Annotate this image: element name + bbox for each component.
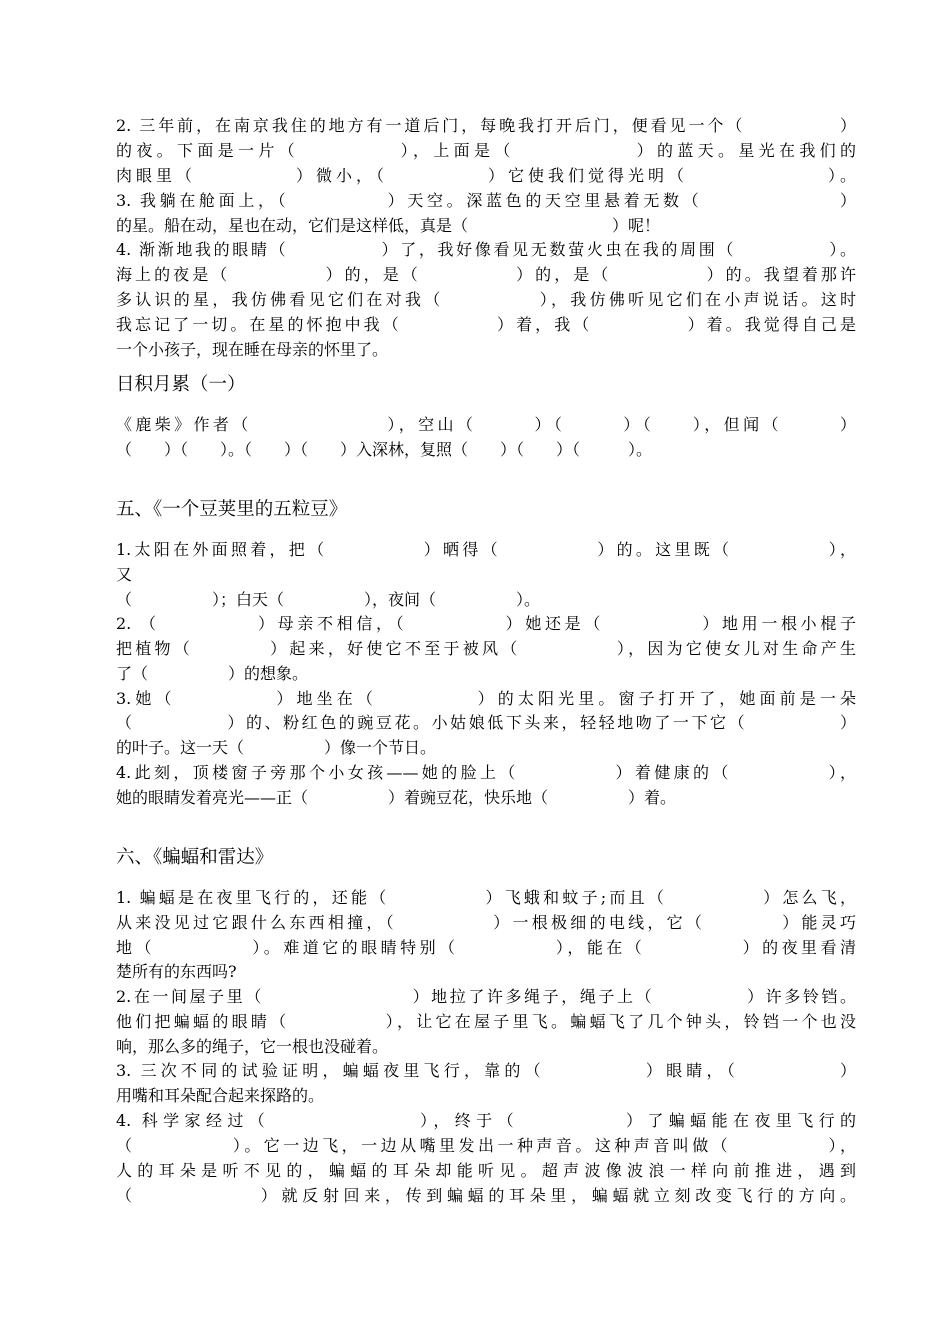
- text-line: 3. 三次不同的试验证明，蝙蝠夜里飞行，靠的（ ）眼睛，（ ）: [116, 1061, 856, 1080]
- text-line: 人的耳朵是听不见的，蝙蝠的耳朵却能听见。超声波像波浪一样向前推进，遇到: [116, 1161, 856, 1180]
- text-line: （ ）；白天（ ），夜间（ ）。: [116, 590, 541, 609]
- text-line: 从来没见过它跟什么东西相撞，（ ）一根极细的电线，它（ ）能灵巧: [116, 913, 856, 932]
- text-line: （ ）（ ）。（ ）（ ）入深林，复照（ ）（ ）（ ）。: [116, 440, 653, 459]
- text-line: 把植物（ ）起来，好使它不至于被风（ ），因为它使女儿对生命产生: [116, 639, 856, 658]
- text-line: 又: [116, 565, 133, 584]
- text-line: （ ）就反射回来，传到蝙蝠的耳朵里，蝙蝠就立刻改变飞行的方向。: [116, 1186, 856, 1205]
- section-heading: 五、《一个豆荚里的五粒豆》: [116, 499, 348, 520]
- text-line: 的夜。下面是一片（ ），上面是（ ）的蓝天。星光在我们的: [116, 141, 856, 160]
- text-line: 地（ ）。难道它的眼睛特别（ ），能在（ ）的夜里看清: [116, 938, 856, 957]
- text-line: 3. 我躺在舱面上，（ ）天空。深蓝色的天空里悬着无数（ ）: [116, 191, 856, 210]
- text-line: 海上的夜是（ ）的，是（ ）的，是（ ）的。我望着那许: [116, 265, 856, 284]
- text-line: 的星。船在动，星也在动，它们是这样低，真是（ ）呢！: [116, 216, 661, 235]
- text-line: 2. 三年前，在南京我住的地方有一道后门，每晚我打开后门，便看见一个（ ）: [116, 116, 856, 135]
- text-line: 4. 渐渐地我的眼睛（ ）了，我好像看见无数萤火虫在我的周围（ ）。: [116, 240, 856, 259]
- text-line: 楚所有的东西吗?: [116, 962, 237, 981]
- text-line: 2.在一间屋子里（ ）地拉了许多绳子，绳子上（ ）许多铃铛。: [116, 987, 856, 1006]
- text-line: （ ）。它一边飞，一边从嘴里发出一种声音。这种声音叫做（ ），: [116, 1136, 856, 1155]
- text-line: 4.此刻，顶楼窗子旁那个小女孩——她的脸上（ ）着健康的（ ），: [116, 763, 856, 782]
- text-line: 多认识的星，我仿佛看见它们在对我（ ），我仿佛听见它们在小声说话。这时: [116, 290, 856, 309]
- text-line: 肉眼里（ ）微小，（ ）它使我们觉得光明（ ）。: [116, 166, 856, 185]
- text-line: 用嘴和耳朵配合起来探路的。: [116, 1086, 325, 1105]
- text-line: 2. （ ）母亲不相信，（ ）她还是（ ）地用一根小棍子: [116, 614, 856, 633]
- section-heading: 六、《蝙蝠和雷达》: [116, 847, 274, 868]
- text-line: 4. 科学家经过（ ），终于（ ）了蝙蝠能在夜里飞行的: [116, 1111, 856, 1130]
- text-line: 1. 蝙蝠是在夜里飞行的，还能（ ）飞蛾和蚊子;而且（ ）怎么飞，: [116, 888, 856, 907]
- section-heading: 日积月累（一）: [116, 374, 246, 395]
- text-line: 一个小孩子，现在睡在母亲的怀里了。: [116, 340, 389, 359]
- text-line: 3.她（ ）地坐在（ ）的太阳光里。窗子打开了，她面前是一朵: [116, 689, 856, 708]
- text-line: （ ）的、粉红色的豌豆花。小姑娘低下头来，轻轻地吻了一下它（ ）: [116, 713, 856, 732]
- text-line: 我忘记了一切。在星的怀抱中我（ ）着，我（ ）着。我觉得自己是: [116, 315, 856, 334]
- text-line: 1.太阳在外面照着，把（ ）晒得（ ）的。这里既（ ），: [116, 540, 856, 559]
- text-line: 了（ ）的想象。: [116, 664, 309, 683]
- text-line: 他们把蝙蝠的眼睛（ ），让它在屋子里飞。蝙蝠飞了几个钟头，铃铛一个也没: [116, 1012, 856, 1031]
- text-line: 《鹿柴》作者（ ），空山（ ）（ ）（ ），但闻（ ）: [116, 415, 856, 434]
- text-line: 她的眼睛发着亮光——正（ ）着豌豆花，快乐地（ ）着。: [116, 788, 677, 807]
- text-line: 的叶子。这一天（ ）像一个节日。: [116, 738, 437, 757]
- text-line: 响，那么多的绳子，它一根也没碰着。: [116, 1037, 389, 1056]
